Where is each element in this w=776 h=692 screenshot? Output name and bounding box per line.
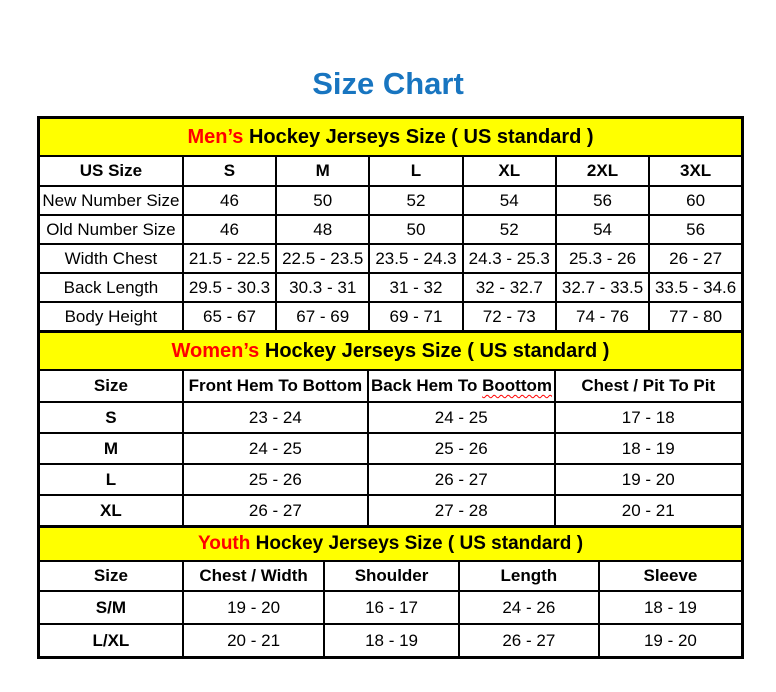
table-cell: 52 bbox=[369, 186, 462, 215]
womens-band-title: Women’s Hockey Jerseys Size ( US standard ) bbox=[39, 332, 743, 371]
mens-size-table bbox=[37, 116, 744, 333]
table-cell: 19 - 20 bbox=[599, 624, 743, 658]
table-row bbox=[39, 402, 743, 433]
table-cell: 20 - 21 bbox=[555, 495, 743, 527]
row-label: Width Chest bbox=[39, 244, 183, 273]
table-cell: 32.7 - 33.5 bbox=[556, 273, 649, 302]
table-cell: 29.5 - 30.3 bbox=[183, 273, 276, 302]
table-cell: 24 - 25 bbox=[368, 402, 555, 433]
table-cell: 69 - 71 bbox=[369, 302, 462, 332]
table-cell: 25 - 26 bbox=[183, 464, 368, 495]
row-label: XL bbox=[39, 495, 183, 527]
size-chart-tables bbox=[37, 116, 744, 659]
table-cell: 77 - 80 bbox=[649, 302, 742, 332]
table-cell: 18 - 19 bbox=[555, 433, 743, 464]
table-cell: 20 - 21 bbox=[183, 624, 325, 658]
table-row bbox=[39, 591, 743, 624]
table-cell: 25.3 - 26 bbox=[556, 244, 649, 273]
row-label: Back Length bbox=[39, 273, 183, 302]
table-cell: 50 bbox=[369, 215, 462, 244]
column-header: M bbox=[276, 156, 369, 186]
table-cell: 56 bbox=[556, 186, 649, 215]
table-cell: 23 - 24 bbox=[183, 402, 368, 433]
table-row bbox=[39, 302, 743, 332]
table-cell: 31 - 32 bbox=[369, 273, 462, 302]
table-cell: 24.3 - 25.3 bbox=[463, 244, 556, 273]
table-cell: 56 bbox=[649, 215, 742, 244]
table-cell: 24 - 25 bbox=[183, 433, 368, 464]
table-cell: 25 - 26 bbox=[368, 433, 555, 464]
column-header: Length bbox=[459, 561, 599, 591]
table-cell: 19 - 20 bbox=[555, 464, 743, 495]
table-cell: 50 bbox=[276, 186, 369, 215]
row-label: Body Height bbox=[39, 302, 183, 332]
table-row bbox=[39, 433, 743, 464]
mens-band-title: Men’s Hockey Jerseys Size ( US standard ) bbox=[39, 118, 743, 157]
column-header: Front Hem To Bottom bbox=[183, 370, 368, 402]
table-cell: 27 - 28 bbox=[368, 495, 555, 527]
table-cell: 22.5 - 23.5 bbox=[276, 244, 369, 273]
table-row bbox=[39, 495, 743, 527]
column-header: Size bbox=[39, 561, 183, 591]
youth-header-row bbox=[39, 561, 743, 591]
row-label: M bbox=[39, 433, 183, 464]
table-cell: 67 - 69 bbox=[276, 302, 369, 332]
table-cell: 65 - 67 bbox=[183, 302, 276, 332]
column-header: 3XL bbox=[649, 156, 742, 186]
table-row bbox=[39, 464, 743, 495]
table-cell: 19 - 20 bbox=[183, 591, 325, 624]
table-row bbox=[39, 273, 743, 302]
table-cell: 16 - 17 bbox=[324, 591, 458, 624]
column-header: Chest / Pit To Pit bbox=[555, 370, 743, 402]
table-cell: 74 - 76 bbox=[556, 302, 649, 332]
misspelled-word: Boottom bbox=[482, 376, 552, 395]
youth-band-title: Youth Hockey Jerseys Size ( US standard ) bbox=[39, 527, 743, 562]
table-cell: 60 bbox=[649, 186, 742, 215]
womens-band-highlight: Women’s bbox=[171, 339, 260, 362]
table-row bbox=[39, 624, 743, 658]
table-cell: 18 - 19 bbox=[599, 591, 743, 624]
column-header: US Size bbox=[39, 156, 183, 186]
table-cell: 23.5 - 24.3 bbox=[369, 244, 462, 273]
youth-band-row bbox=[39, 527, 743, 562]
row-label: New Number Size bbox=[39, 186, 183, 215]
column-header: 2XL bbox=[556, 156, 649, 186]
womens-header-row bbox=[39, 370, 743, 402]
womens-size-table bbox=[37, 330, 744, 528]
table-cell: 18 - 19 bbox=[324, 624, 458, 658]
row-label: L bbox=[39, 464, 183, 495]
table-cell: 21.5 - 22.5 bbox=[183, 244, 276, 273]
table-cell: 32 - 32.7 bbox=[463, 273, 556, 302]
row-label: L/XL bbox=[39, 624, 183, 658]
table-cell: 26 - 27 bbox=[649, 244, 742, 273]
mens-band-highlight: Men’s bbox=[187, 125, 244, 148]
table-cell: 54 bbox=[556, 215, 649, 244]
table-cell: 17 - 18 bbox=[555, 402, 743, 433]
table-row bbox=[39, 186, 743, 215]
mens-header-row bbox=[39, 156, 743, 186]
table-cell: 46 bbox=[183, 215, 276, 244]
table-cell: 30.3 - 31 bbox=[276, 273, 369, 302]
column-header: Shoulder bbox=[324, 561, 458, 591]
table-cell: 52 bbox=[463, 215, 556, 244]
table-cell: 26 - 27 bbox=[459, 624, 599, 658]
row-label: S bbox=[39, 402, 183, 433]
table-cell: 24 - 26 bbox=[459, 591, 599, 624]
column-header: Size bbox=[39, 370, 183, 402]
row-label: S/M bbox=[39, 591, 183, 624]
womens-band-row bbox=[39, 332, 743, 371]
table-row bbox=[39, 215, 743, 244]
youth-band-highlight: Youth bbox=[197, 533, 251, 554]
table-cell: 33.5 - 34.6 bbox=[649, 273, 742, 302]
youth-size-table bbox=[37, 525, 744, 659]
table-cell: 26 - 27 bbox=[183, 495, 368, 527]
column-header: Back Hem To Boottom bbox=[368, 370, 555, 402]
column-header: XL bbox=[463, 156, 556, 186]
table-cell: 72 - 73 bbox=[463, 302, 556, 332]
row-label: Old Number Size bbox=[39, 215, 183, 244]
mens-band-row bbox=[39, 118, 743, 157]
column-header: L bbox=[369, 156, 462, 186]
table-row bbox=[39, 244, 743, 273]
column-header: Chest / Width bbox=[183, 561, 325, 591]
column-header: Sleeve bbox=[599, 561, 743, 591]
column-header: S bbox=[183, 156, 276, 186]
page-title: Size Chart bbox=[312, 66, 464, 101]
table-cell: 48 bbox=[276, 215, 369, 244]
table-cell: 26 - 27 bbox=[368, 464, 555, 495]
table-cell: 54 bbox=[463, 186, 556, 215]
table-cell: 46 bbox=[183, 186, 276, 215]
